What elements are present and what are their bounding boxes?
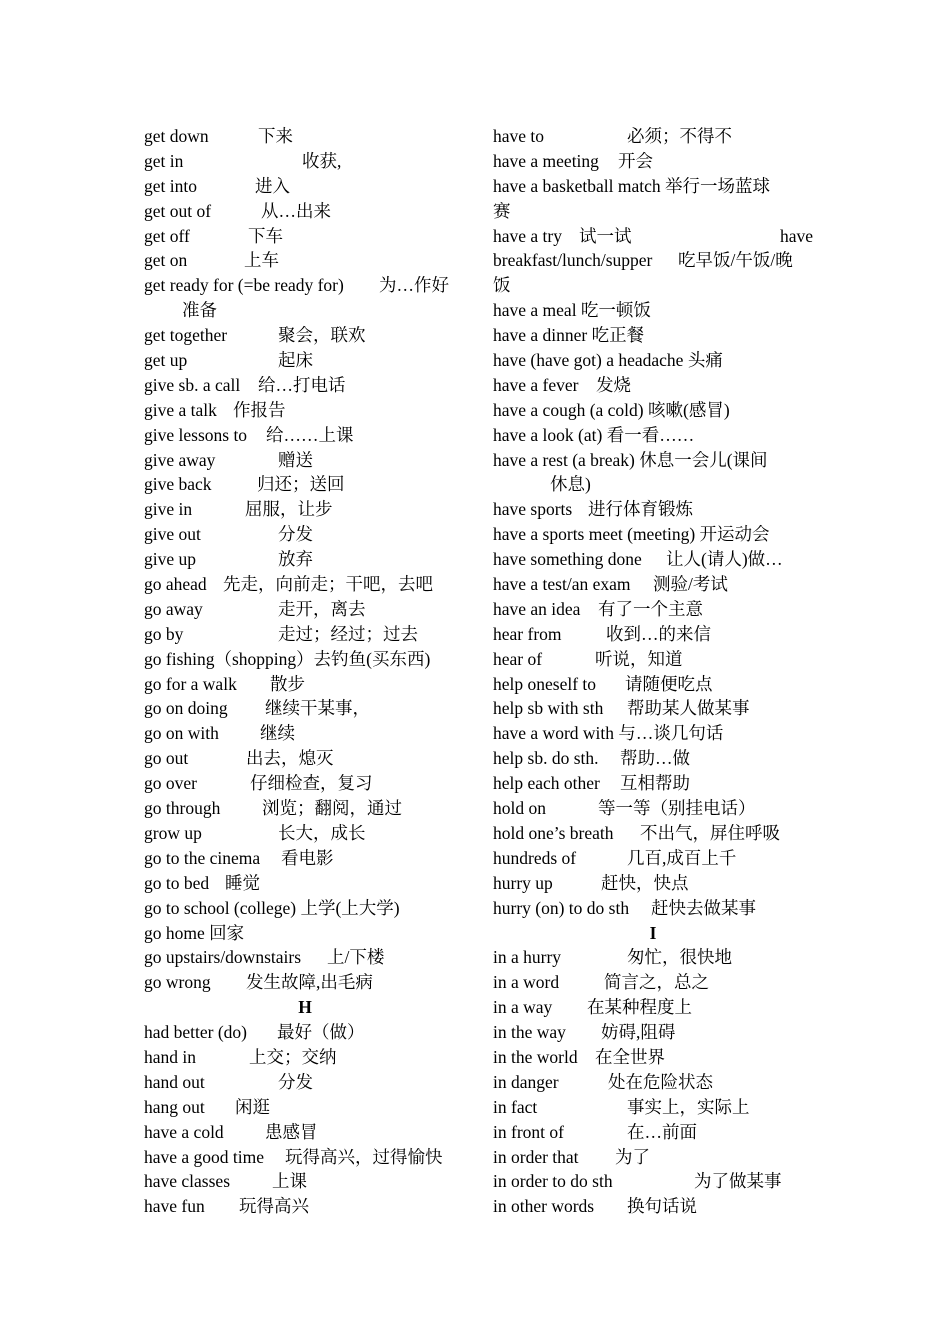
phrase-chinese: 看电影 (281, 847, 334, 868)
phrase-english: have a sports meet (meeting) 开运动会 (493, 524, 770, 545)
phrase-english: give lessons to (144, 424, 248, 445)
phrase-chinese: 放弃 (278, 549, 313, 570)
phrase-english: have a good time (144, 1146, 265, 1167)
section-heading: H (298, 997, 312, 1018)
phrase-english: give in (144, 499, 193, 520)
phrase-english: in a way (493, 997, 553, 1018)
phrase-chinese: 从…出来 (261, 200, 331, 221)
phrase-chinese: 收到…的来信 (606, 623, 711, 644)
phrase-english: have to (493, 126, 545, 146)
phrase-chinese: 聚会，联欢 (278, 325, 366, 346)
phrase-english: give a talk (144, 399, 217, 420)
phrase-chinese: 互相帮助 (620, 773, 690, 794)
phrase-chinese: 试一试 (579, 225, 632, 246)
phrase-chinese: 为了做某事 (694, 1171, 782, 1192)
phrase-entry (144, 572, 466, 597)
phrase-entry (493, 896, 813, 921)
phrase-chinese: 继续 (260, 723, 295, 744)
phrase-english: go ahead (144, 574, 207, 595)
phrase-english: hundreds of (493, 847, 577, 868)
phrase-english: have a basketball match 举行一场蓝球 (493, 175, 771, 196)
phrase-english: give back (144, 474, 212, 495)
phrase-entry (144, 1020, 466, 1045)
entry-continuation: 准备 (182, 300, 217, 321)
phrase-chinese: 在…前面 (627, 1121, 697, 1142)
phrase-chinese: 走开，离去 (278, 598, 366, 619)
phrase-entry (493, 1020, 813, 1045)
phrase-english: in the way (493, 1022, 566, 1043)
phrase-chinese: 长大，成长 (278, 822, 366, 843)
right-column (493, 124, 813, 1219)
phrase-chinese: 给……上课 (266, 424, 354, 445)
phrase-english: in the world (493, 1046, 578, 1067)
phrase-entry (493, 572, 813, 597)
phrase-english: go home 回家 (144, 922, 245, 943)
phrase-entry (144, 547, 466, 572)
phrase-english: get ready for (=be ready for) (144, 275, 344, 296)
phrase-english: in a word (493, 972, 560, 993)
phrase-english: hand out (144, 1071, 205, 1092)
phrase-entry (493, 1070, 813, 1095)
phrase-chinese: 先走，向前走；干吧，去吧 (223, 574, 433, 595)
phrase-entry (144, 522, 466, 547)
phrase-english: go out (144, 748, 189, 769)
phrase-english: get up (144, 350, 188, 371)
phrase-english: give away (144, 449, 216, 470)
phrase-entry (144, 871, 466, 896)
phrase-entry (144, 124, 466, 149)
phrase-entry (144, 398, 466, 423)
phrase-entry (493, 672, 813, 697)
phrase-english: hurry (on) to do sth (493, 897, 630, 918)
phrase-english: have a meeting (493, 150, 599, 171)
phrase-english: go to school (college) 上学(上大学) (144, 897, 400, 918)
phrase-entry (493, 423, 813, 448)
phrase-english: go for a walk (144, 673, 237, 694)
phrase-english: go on with (144, 723, 219, 744)
phrase-entry (144, 796, 466, 821)
phrase-english: hear of (493, 648, 543, 669)
phrase-english: have a look (at) 看一看…… (493, 424, 695, 445)
phrase-chinese: 在某种程度上 (587, 997, 692, 1018)
phrase-english: have an idea (493, 598, 581, 619)
phrase-entry (493, 945, 813, 970)
phrase-chinese: 归还；送回 (257, 474, 345, 495)
phrase-entry (493, 746, 813, 771)
phrase-entry (493, 174, 813, 199)
phrase-entry (493, 647, 813, 672)
phrase-english: help oneself to (493, 673, 597, 694)
phrase-english: get out of (144, 200, 212, 221)
phrase-english: breakfast/lunch/supper (493, 250, 653, 271)
phrase-entry (493, 124, 813, 149)
phrase-english: go to the cinema (144, 847, 261, 868)
phrase-english: go over (144, 773, 197, 794)
phrase-chinese: 下车 (248, 225, 283, 246)
phrase-entry (493, 398, 813, 423)
entry-continuation: 休息) (550, 474, 591, 495)
phrase-entry (493, 821, 813, 846)
phrase-entry (144, 373, 466, 398)
phrase-chinese: 出去，熄灭 (246, 748, 334, 769)
phrase-chinese: 听说，知道 (595, 648, 683, 669)
phrase-chinese: 屈服，让步 (245, 499, 333, 520)
phrase-english: have a try (493, 225, 562, 246)
phrase-entry (144, 921, 466, 946)
phrase-english: get together (144, 325, 228, 346)
phrase-english: get in (144, 150, 184, 171)
phrase-chinese: 患感冒 (265, 1121, 318, 1142)
phrase-english: go to bed (144, 872, 210, 893)
phrase-chinese: 下来 (258, 126, 293, 146)
phrase-entry (493, 796, 813, 821)
phrase-english: go away (144, 598, 203, 619)
phrase-entry (144, 1120, 466, 1145)
phrase-entry (144, 1070, 466, 1095)
phrase-chinese: 上课 (272, 1171, 307, 1192)
phrase-chinese: 测验/考试 (653, 574, 728, 595)
phrase-english: help sb with sth (493, 698, 604, 719)
phrase-chinese: 吃早饭/午饭/晚 (678, 250, 793, 271)
phrase-entry (144, 746, 466, 771)
entry-continuation: 饭 (493, 275, 511, 296)
phrase-entry (144, 647, 466, 672)
phrase-entry (493, 1045, 813, 1070)
phrase-english: have a test/an exam (493, 574, 631, 595)
phrase-chinese: 简言之，总之 (604, 972, 709, 993)
phrase-entry (493, 448, 813, 473)
phrase-english: have a meal 吃一顿饭 (493, 300, 651, 321)
phrase-english: help sb. do sth. (493, 748, 599, 769)
phrase-entry (144, 945, 466, 970)
phrase-english: have classes (144, 1171, 231, 1192)
phrase-chinese: 发烧 (596, 374, 631, 395)
phrase-chinese: 起床 (278, 350, 313, 371)
phrase-english: go by (144, 623, 184, 644)
phrase-entry (144, 248, 466, 273)
phrase-chinese: 最好（做） (277, 1022, 365, 1043)
phrase-chinese: 分发 (278, 1071, 313, 1092)
phrase-english: in a hurry (493, 947, 562, 968)
phrase-english: have fun (144, 1196, 205, 1217)
phrase-english: give out (144, 524, 201, 545)
phrase-chinese: 进入 (255, 175, 290, 196)
phrase-entry (144, 1194, 466, 1219)
phrase-english: hold on (493, 798, 546, 819)
phrase-chinese: 开会 (618, 150, 653, 171)
phrase-english: help each other (493, 773, 600, 794)
phrase-chinese: 分发 (278, 524, 313, 545)
phrase-chinese: 匆忙，很快地 (627, 947, 732, 968)
phrase-chinese: 换句话说 (627, 1196, 697, 1217)
phrase-chinese: 作报告 (233, 399, 286, 420)
phrase-entry (144, 199, 466, 224)
phrase-chinese: 玩得高兴 (239, 1196, 309, 1217)
phrase-chinese: 收获, (302, 150, 342, 171)
phrase-entry (144, 672, 466, 697)
phrase-entry (144, 472, 466, 497)
phrase-english: go fishing（shopping）去钓鱼(买东西) (144, 648, 431, 669)
phrase-english: in danger (493, 1071, 559, 1092)
section-heading: I (649, 922, 657, 943)
phrase-entry (493, 1120, 813, 1145)
phrase-entry (144, 896, 466, 921)
phrase-entry (493, 696, 813, 721)
phrase-english: in front of (493, 1121, 564, 1142)
phrase-english: have a cough (a cold) 咳嗽(感冒) (493, 399, 730, 420)
left-column (144, 124, 466, 1219)
phrase-english: give up (144, 549, 197, 570)
phrase-entry (493, 547, 813, 572)
phrase-chinese: 帮助…做 (620, 748, 690, 769)
phrase-entry (144, 497, 466, 522)
phrase-chinese: 几百,成百上千 (627, 847, 737, 868)
phrase-entry (144, 174, 466, 199)
phrase-chinese: 上交；交纳 (249, 1046, 337, 1067)
phrase-chinese: 上车 (244, 250, 279, 271)
phrase-english: in other words (493, 1196, 595, 1217)
phrase-chinese: 睡觉 (225, 872, 260, 893)
phrase-chinese: 在全世界 (595, 1046, 665, 1067)
phrase-english: have a cold (144, 1121, 224, 1142)
phrase-chinese: 给…打电话 (258, 374, 346, 395)
phrase-english: get on (144, 250, 188, 271)
phrase-chinese: 等一等（别挂电话） (598, 798, 756, 819)
phrase-entry (493, 622, 813, 647)
phrase-entry (493, 721, 813, 746)
phrase-entry (144, 622, 466, 647)
phrase-chinese: 赠送 (278, 449, 313, 470)
phrase-english: hang out (144, 1096, 205, 1117)
phrase-chinese: 让人(请人)做… (666, 549, 783, 570)
phrase-english: have a word with 与…谈几句话 (493, 723, 724, 744)
phrase-entry (493, 597, 813, 622)
phrase-chinese: 发生故障,出毛病 (246, 972, 373, 993)
phrase-entry (144, 970, 466, 995)
phrase-english: go on doing (144, 698, 228, 719)
phrase-chinese: 闲逛 (235, 1096, 270, 1117)
phrase-chinese: 上/下楼 (327, 947, 385, 968)
phrase-entry (144, 771, 466, 796)
phrase-english: get off (144, 225, 190, 246)
phrase-entry (144, 1145, 466, 1170)
phrase-chinese: 有了一个主意 (598, 598, 703, 619)
phrase-entry (493, 1095, 813, 1120)
phrase-english: have something done (493, 549, 642, 570)
phrase-chinese: 进行体育锻炼 (588, 499, 693, 520)
phrase-entry (493, 871, 813, 896)
phrase-entry (493, 373, 813, 398)
phrase-english: have sports (493, 499, 573, 520)
phrase-entry (144, 423, 466, 448)
phrase-entry (493, 995, 813, 1020)
phrase-entry (493, 1145, 813, 1170)
phrase-entry (144, 149, 466, 174)
phrase-english: get into (144, 175, 197, 196)
phrase-english: go through (144, 798, 221, 819)
phrase-entry (493, 522, 813, 547)
phrase-entry (144, 1169, 466, 1194)
phrase-chinese: 帮助某人做某事 (627, 698, 750, 719)
phrase-chinese: 玩得高兴，过得愉快 (285, 1146, 443, 1167)
phrase-english: in order to do sth (493, 1171, 613, 1192)
phrase-entry (493, 970, 813, 995)
phrase-chinese: 赶快去做某事 (651, 897, 756, 918)
phrase-chinese: 浏览；翻阅，通过 (262, 798, 402, 819)
phrase-entry (144, 224, 466, 249)
phrase-entry (493, 323, 813, 348)
phrase-tail: have (779, 225, 813, 246)
phrase-english: have a fever (493, 374, 579, 395)
phrase-entry (493, 846, 813, 871)
phrase-english: go upstairs/downstairs (144, 947, 302, 968)
phrase-entry (144, 1095, 466, 1120)
phrase-entry (493, 1169, 813, 1194)
phrase-entry (493, 248, 813, 273)
phrase-chinese: 散步 (270, 673, 305, 694)
phrase-chinese: 请随便吃点 (625, 673, 713, 694)
phrase-english: have (have got) a headache 头痛 (493, 350, 723, 371)
phrase-entry (493, 298, 813, 323)
phrase-entry (144, 846, 466, 871)
phrase-english: hand in (144, 1046, 197, 1067)
phrase-english: in order that (493, 1146, 579, 1167)
phrase-entry (144, 448, 466, 473)
phrase-entry (493, 149, 813, 174)
phrase-chinese: 为…作好 (379, 275, 449, 296)
phrase-entry (144, 597, 466, 622)
phrase-chinese: 赶快，快点 (601, 872, 689, 893)
phrase-entry (144, 273, 466, 298)
phrase-entry (493, 224, 813, 249)
phrase-entry (144, 721, 466, 746)
phrase-english: in fact (493, 1096, 538, 1117)
phrase-entry (493, 1194, 813, 1219)
phrase-english: go wrong (144, 972, 211, 993)
phrase-entry (493, 771, 813, 796)
phrase-english: grow up (144, 822, 202, 843)
phrase-chinese: 为了 (615, 1146, 650, 1167)
phrase-entry (144, 821, 466, 846)
phrase-entry (493, 348, 813, 373)
phrase-english: hear from (493, 623, 562, 644)
phrase-english: had better (do) (144, 1022, 248, 1043)
phrase-entry (144, 348, 466, 373)
phrase-chinese: 继续干某事， (265, 698, 370, 719)
phrase-chinese: 处在危险状态 (608, 1071, 713, 1092)
phrase-english: have a dinner 吃正餐 (493, 325, 645, 346)
phrase-english: hurry up (493, 872, 553, 893)
phrase-entry (144, 323, 466, 348)
phrase-entry (493, 497, 813, 522)
phrase-chinese: 妨碍,阻碍 (601, 1022, 676, 1043)
phrase-chinese: 仔细检查，复习 (250, 773, 373, 794)
phrase-chinese: 不出气，屏住呼吸 (640, 822, 780, 843)
phrase-entry (144, 696, 466, 721)
phrase-english: hold one’s breath (493, 822, 614, 843)
entry-continuation: 赛 (493, 200, 511, 221)
phrase-entry (144, 1045, 466, 1070)
phrase-english: have a rest (a break) 休息一会儿(课间 (493, 449, 768, 470)
phrase-english: get down (144, 126, 209, 146)
phrase-chinese: 必须；不得不 (627, 126, 732, 146)
phrase-chinese: 走过；经过；过去 (278, 623, 418, 644)
phrase-chinese: 事实上，实际上 (627, 1096, 750, 1117)
phrase-english: give sb. a call (144, 374, 241, 395)
